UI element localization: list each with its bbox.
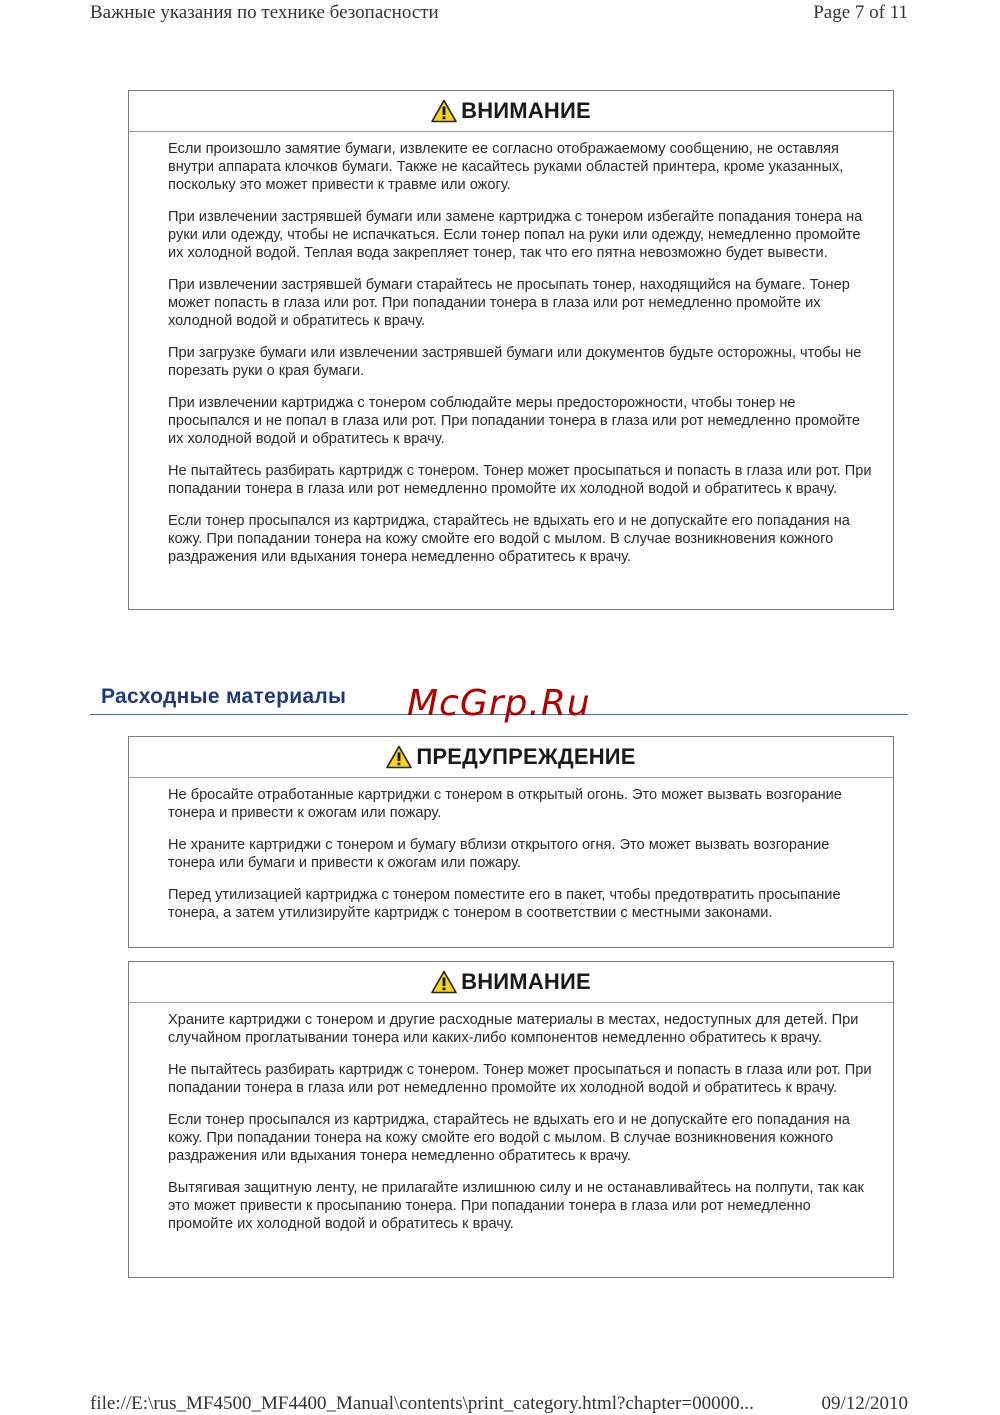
section-title: Расходные материалы [101,685,347,708]
caution-box-2 [128,961,894,1278]
file-path: file://E:\rus_MF4500_MF4400_Manual\contents\print_category.html?chapter=00000... [90,1393,754,1414]
paragraph: При извлечении застрявшей бумаги старайтесь не просыпать тонер, находящийся на бумаге. Тонер может попасть в глаза или рот. При попадании тонера в глаза или рот немедленно промойте их холодной водой и обратитесь к врачу. [168,277,850,329]
warning-triangle-icon [386,745,412,769]
caution-box-1 [128,90,894,610]
caution-box-1-body [129,132,893,586]
paragraph: При извлечении картриджа с тонером соблюдайте меры предосторожности, чтобы тонер не просыпался и не попал в глаза или рот. При попадании тонера в глаза или рот немедленно промойте их холодной водой и обратитесь к врачу. [168,395,861,447]
print-date: 09/12/2010 [821,1393,908,1414]
caution-box-2-body [129,1003,893,1253]
warning-triangle-icon [431,970,457,994]
paragraph: Если произошло замятие бумаги, извлеките ее согласно отображаемому сообщению, не оставляя внутри аппарата клочков бумаги. Также не касайтесь руками областей принтера, кроме указанных, поскольку это может привести к травме или ожогу. [168,141,844,193]
caution-box-2-header [129,962,893,1003]
paragraph: Храните картриджи с тонером и другие расходные материалы в местах, недоступных для детей. При случайном проглатывании тонера или каких-либо компонентов немедленно обратитесь к врачу. [168,1012,859,1046]
page-indicator: Page 7 of 11 [813,2,908,23]
warning-title: ПРЕДУПРЕЖДЕНИЕ [416,744,636,769]
warning-box-header [129,737,893,778]
paragraph: Не пытайтесь разбирать картридж с тонером. Тонер может просыпаться и попасть в глаза или рот. При попадании тонера в глаза или рот немедленно промойте их холодной водой и обратитесь к врачу. [168,463,872,497]
paragraph: Вытягивая защитную ленту, не прилагайте излишнюю силу и не останавливайтесь на полпути, так как это может привести к просыпанию тонера. При попадании тонера в глаза или рот немедленно промойте их холодной водой и обратитесь к врачу. [168,1180,864,1232]
document-title: Важные указания по технике безопасности [90,2,439,23]
caution-title: ВНИМАНИЕ [461,98,591,123]
warning-box-body [129,778,893,942]
warning-box [128,736,894,948]
paragraph: Не бросайте отработанные картриджи с тонером в открытый огонь. Это может вызвать возгорание тонера и привести к ожогам или пожару. [168,787,842,821]
paragraph: Не храните картриджи с тонером и бумагу вблизи открытого огня. Это может вызвать возгорание тонера или бумаги и привести к ожогам или пожару. [168,837,830,871]
paragraph: При извлечении застрявшей бумаги или замене картриджа с тонером избегайте попадания тонера на руки или одежду, чтобы не испачкаться. Если тонер попал на руки или одежду, немедленно промойте их холодной водой. Теплая вода закрепляет тонер, так что его пятна невозможно будет вывести. [168,209,863,261]
paragraph: При загрузке бумаги или извлечении застрявшей бумаги или документов будьте осторожны, чтобы не порезать руки о края бумаги. [168,345,862,379]
caution-title: ВНИМАНИЕ [461,969,591,994]
paragraph: Перед утилизацией картриджа с тонером поместите его в пакет, чтобы предотвратить просыпание тонера, а затем утилизируйте картридж с тонером в соответствии с местными законами. [168,887,841,921]
paragraph: Не пытайтесь разбирать картридж с тонером. Тонер может просыпаться и попасть в глаза или рот. При попадании тонера в глаза или рот немедленно промойте их холодной водой и обратитесь к врачу. [168,1062,872,1096]
caution-box-1-header [129,91,893,132]
print-footer [90,1393,908,1415]
print-header [90,2,908,24]
paragraph: Если тонер просыпался из картриджа, старайтесь не вдыхать его и не допускайте его попадания на кожу. При попадании тонера на кожу смойте его водой с мылом. В случае возникновения кожного раздражения или вдыхания тонера немедленно обратитесь к врачу. [168,1112,850,1164]
watermark: McGrp.Ru [407,683,591,724]
paragraph: Если тонер просыпался из картриджа, старайтесь не вдыхать его и не допускайте его попадания на кожу. При попадании тонера на кожу смойте его водой с мылом. В случае возникновения кожного раздражения или вдыхания тонера немедленно обратитесь к врачу. [168,513,850,565]
warning-triangle-icon [431,99,457,123]
